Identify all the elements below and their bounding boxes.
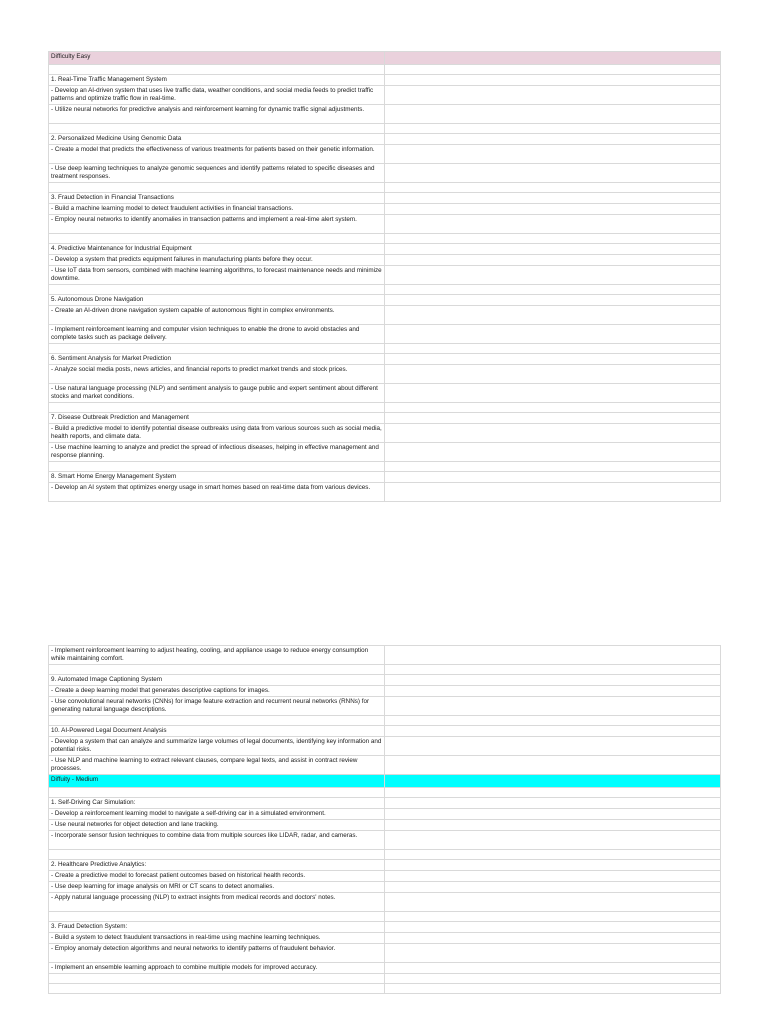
cell-text[interactable]: - Use NLP and machine learning to extract relevant clauses, compare legal texts, and assist in contract review processes. xyxy=(49,756,385,775)
table-row xyxy=(49,365,721,384)
cell-text[interactable] xyxy=(49,974,385,984)
cell-empty[interactable] xyxy=(385,354,721,365)
cell-text[interactable]: - Create a predictive model to forecast patient outcomes based on historical health records. xyxy=(49,871,385,882)
cell-empty[interactable] xyxy=(385,893,721,912)
empty-row xyxy=(49,974,721,984)
cell-text[interactable]: - Implement an ensemble learning approach to combine multiple models for improved accuracy. xyxy=(49,963,385,974)
cell-empty[interactable] xyxy=(385,285,721,295)
table-row xyxy=(49,204,721,215)
cell-text[interactable]: - Use machine learning to analyze and predict the spread of infectious diseases, helping in effective management and response planning. xyxy=(49,443,385,462)
cell-text[interactable] xyxy=(49,850,385,860)
cell-text[interactable]: - Build a machine learning model to detect fraudulent activities in financial transactions. xyxy=(49,204,385,215)
cell-empty[interactable] xyxy=(385,215,721,234)
table-row xyxy=(49,893,721,912)
table-row xyxy=(49,215,721,234)
cell-empty[interactable] xyxy=(385,325,721,344)
cell-text[interactable]: - Employ neural networks to identify anomalies in transaction patterns and implement a real-time alert system. xyxy=(49,215,385,234)
cell-empty[interactable] xyxy=(385,234,721,244)
table-row xyxy=(49,413,721,424)
cell-empty[interactable] xyxy=(385,75,721,86)
cell-text[interactable]: 3. Fraud Detection System: xyxy=(49,922,385,933)
cell-empty[interactable] xyxy=(385,974,721,984)
cell-empty[interactable] xyxy=(385,737,721,756)
empty-row xyxy=(49,344,721,354)
cell-empty[interactable] xyxy=(385,798,721,809)
empty-row xyxy=(49,716,721,726)
cell-empty[interactable] xyxy=(385,255,721,266)
cell-empty[interactable] xyxy=(385,52,721,65)
cell-text[interactable]: 2. Personalized Medicine Using Genomic Data xyxy=(49,134,385,145)
empty-row xyxy=(49,234,721,244)
cell-empty[interactable] xyxy=(385,365,721,384)
empty-row xyxy=(49,665,721,675)
cell-empty[interactable] xyxy=(385,820,721,831)
cell-empty[interactable] xyxy=(385,443,721,462)
cell-text[interactable] xyxy=(49,665,385,675)
cell-empty[interactable] xyxy=(385,483,721,502)
table-row xyxy=(49,646,721,665)
table-row xyxy=(49,295,721,306)
cell-empty[interactable] xyxy=(385,716,721,726)
empty-row xyxy=(49,912,721,922)
table-row xyxy=(49,244,721,255)
cell-text[interactable]: - Incorporate sensor fusion techniques to combine data from multiple sources like LIDAR, radar, and cameras. xyxy=(49,831,385,850)
table-row xyxy=(49,963,721,974)
cell-text[interactable]: 3. Fraud Detection in Financial Transactions xyxy=(49,193,385,204)
cell-text[interactable] xyxy=(49,788,385,798)
table-row xyxy=(49,266,721,285)
cell-empty[interactable] xyxy=(385,675,721,686)
cell-text[interactable]: - Develop a system that predicts equipment failures in manufacturing plants before they occur. xyxy=(49,255,385,266)
cell-text[interactable]: - Create a model that predicts the effectiveness of various treatments for patients based on their genetic information. xyxy=(49,145,385,164)
cell-text[interactable]: 8. Smart Home Energy Management System xyxy=(49,472,385,483)
table-row xyxy=(49,105,721,124)
cell-empty[interactable] xyxy=(385,756,721,775)
empty-row xyxy=(49,403,721,413)
cell-empty[interactable] xyxy=(385,145,721,164)
cell-text[interactable] xyxy=(49,984,385,994)
cell-empty[interactable] xyxy=(385,193,721,204)
cell-empty[interactable] xyxy=(385,164,721,183)
cell-empty[interactable] xyxy=(385,384,721,403)
table-row xyxy=(49,697,721,716)
cell-text[interactable]: - Apply natural language processing (NLP) to extract insights from medical records and doctors' notes. xyxy=(49,893,385,912)
cell-text[interactable]: - Implement reinforcement learning and computer vision techniques to enable the drone to avoid obstacles and complete tasks such as package delivery. xyxy=(49,325,385,344)
cell-text[interactable]: Diffuity - Medium xyxy=(49,775,385,788)
table-row xyxy=(49,726,721,737)
cell-text[interactable]: - Develop a reinforcement learning model to navigate a self-driving car in a simulated environment. xyxy=(49,809,385,820)
cell-empty[interactable] xyxy=(385,403,721,413)
cell-text[interactable] xyxy=(49,65,385,75)
cell-empty[interactable] xyxy=(385,831,721,850)
cell-empty[interactable] xyxy=(385,963,721,974)
table-row xyxy=(49,472,721,483)
cell-empty[interactable] xyxy=(385,295,721,306)
cell-empty[interactable] xyxy=(385,860,721,871)
cell-empty[interactable] xyxy=(385,775,721,788)
table-row xyxy=(49,675,721,686)
cell-empty[interactable] xyxy=(385,462,721,472)
cell-text[interactable]: - Use neural networks for object detection and lane tracking. xyxy=(49,820,385,831)
cell-text[interactable] xyxy=(49,912,385,922)
table-row xyxy=(49,86,721,105)
table-row xyxy=(49,75,721,86)
cell-empty[interactable] xyxy=(385,922,721,933)
cell-text[interactable]: 1. Self-Driving Car Simulation: xyxy=(49,798,385,809)
table-row xyxy=(49,424,721,443)
cell-empty[interactable] xyxy=(385,306,721,325)
cell-text[interactable]: - Develop a system that can analyze and summarize large volumes of legal documents, identifying key information and potential risks. xyxy=(49,737,385,756)
table-row xyxy=(49,944,721,963)
cell-empty[interactable] xyxy=(385,850,721,860)
spreadsheet-table-1 xyxy=(48,51,721,502)
cell-text[interactable]: - Use convolutional neural networks (CNNs) for image feature extraction and recurrent neural networks (RNNs) for generating natural language descriptions. xyxy=(49,697,385,716)
cell-empty[interactable] xyxy=(385,665,721,675)
cell-empty[interactable] xyxy=(385,871,721,882)
cell-empty[interactable] xyxy=(385,809,721,820)
sheet-body-1 xyxy=(49,52,721,502)
table-row xyxy=(49,809,721,820)
table-row xyxy=(49,820,721,831)
cell-empty[interactable] xyxy=(385,726,721,737)
empty-row xyxy=(49,462,721,472)
empty-row xyxy=(49,984,721,994)
table-row xyxy=(49,306,721,325)
cell-text[interactable]: 10. AI-Powered Legal Document Analysis xyxy=(49,726,385,737)
cell-text[interactable]: - Employ anomaly detection algorithms and neural networks to identify patterns of fraudulent behavior. xyxy=(49,944,385,963)
empty-row xyxy=(49,850,721,860)
section-header-row xyxy=(49,775,721,788)
cell-text[interactable] xyxy=(49,285,385,295)
cell-empty[interactable] xyxy=(385,788,721,798)
cell-empty[interactable] xyxy=(385,344,721,354)
cell-text[interactable] xyxy=(49,183,385,193)
cell-empty[interactable] xyxy=(385,882,721,893)
table-row xyxy=(49,871,721,882)
cell-empty[interactable] xyxy=(385,424,721,443)
cell-text[interactable]: - Implement reinforcement learning to adjust heating, cooling, and appliance usage to reduce energy consumption while maintaining comfort. xyxy=(49,646,385,665)
spreadsheet-table-2 xyxy=(48,645,721,994)
cell-empty[interactable] xyxy=(385,944,721,963)
table-row xyxy=(49,737,721,756)
cell-text[interactable]: - Build a system to detect fraudulent transactions in real-time using machine learning techniques. xyxy=(49,933,385,944)
cell-text[interactable]: - Use natural language processing (NLP) and sentiment analysis to gauge public and expert sentiment about different stocks and market conditions. xyxy=(49,384,385,403)
table-row xyxy=(49,831,721,850)
cell-empty[interactable] xyxy=(385,124,721,134)
table-row xyxy=(49,756,721,775)
cell-text[interactable]: 6. Sentiment Analysis for Market Prediction xyxy=(49,354,385,365)
cell-empty[interactable] xyxy=(385,472,721,483)
table-row xyxy=(49,443,721,462)
cell-text[interactable]: - Develop an AI-driven system that uses live traffic data, weather conditions, and social media feeds to predict traffic patterns and optimize traffic flow in real-time. xyxy=(49,86,385,105)
cell-text[interactable]: Difficulty Easy xyxy=(49,52,385,65)
empty-row xyxy=(49,788,721,798)
cell-text[interactable]: 4. Predictive Maintenance for Industrial Equipment xyxy=(49,244,385,255)
table-row xyxy=(49,255,721,266)
cell-text[interactable]: - Use deep learning for image analysis on MRI or CT scans to detect anomalies. xyxy=(49,882,385,893)
empty-row xyxy=(49,285,721,295)
cell-text[interactable]: - Analyze social media posts, news articles, and financial reports to predict market trends and stock prices. xyxy=(49,365,385,384)
cell-empty[interactable] xyxy=(385,984,721,994)
cell-empty[interactable] xyxy=(385,204,721,215)
table-row xyxy=(49,354,721,365)
cell-text[interactable] xyxy=(49,462,385,472)
table-row xyxy=(49,193,721,204)
cell-text[interactable]: 5. Autonomous Drone Navigation xyxy=(49,295,385,306)
cell-empty[interactable] xyxy=(385,413,721,424)
cell-text[interactable] xyxy=(49,124,385,134)
empty-row xyxy=(49,124,721,134)
cell-text[interactable]: - Utilize neural networks for predictive analysis and reinforcement learning for dynamic traffic signal adjustments. xyxy=(49,105,385,124)
table-row xyxy=(49,922,721,933)
cell-empty[interactable] xyxy=(385,933,721,944)
table-row xyxy=(49,860,721,871)
table-row xyxy=(49,483,721,502)
cell-empty[interactable] xyxy=(385,697,721,716)
cell-empty[interactable] xyxy=(385,86,721,105)
cell-text[interactable] xyxy=(49,403,385,413)
sheet-page-2 xyxy=(0,600,768,1024)
table-row xyxy=(49,686,721,697)
cell-empty[interactable] xyxy=(385,266,721,285)
cell-text[interactable] xyxy=(49,234,385,244)
cell-empty[interactable] xyxy=(385,105,721,124)
empty-row xyxy=(49,183,721,193)
cell-text[interactable]: - Build a predictive model to identify potential disease outbreaks using data from various sources such as social media, health reports, and climate data. xyxy=(49,424,385,443)
table-row xyxy=(49,325,721,344)
table-row xyxy=(49,933,721,944)
cell-text[interactable] xyxy=(49,344,385,354)
cell-empty[interactable] xyxy=(385,183,721,193)
cell-text[interactable] xyxy=(49,716,385,726)
table-row xyxy=(49,882,721,893)
cell-text[interactable]: 7. Disease Outbreak Prediction and Management xyxy=(49,413,385,424)
cell-empty[interactable] xyxy=(385,134,721,145)
sheet-body-2 xyxy=(49,646,721,994)
cell-text[interactable]: 2. Healthcare Predictive Analytics: xyxy=(49,860,385,871)
cell-text[interactable]: - Develop an AI system that optimizes energy usage in smart homes based on real-time data from various devices. xyxy=(49,483,385,502)
cell-text[interactable]: - Create a deep learning model that generates descriptive captions for images. xyxy=(49,686,385,697)
cell-text[interactable]: - Create an AI-driven drone navigation system capable of autonomous flight in complex environments. xyxy=(49,306,385,325)
cell-text[interactable]: 9. Automated Image Captioning System xyxy=(49,675,385,686)
table-row xyxy=(49,384,721,403)
table-row xyxy=(49,798,721,809)
cell-text[interactable]: - Use deep learning techniques to analyze genomic sequences and identify patterns related to specific diseases and treatment responses. xyxy=(49,164,385,183)
cell-empty[interactable] xyxy=(385,646,721,665)
section-header-row xyxy=(49,52,721,65)
table-row xyxy=(49,134,721,145)
cell-empty[interactable] xyxy=(385,65,721,75)
empty-row xyxy=(49,65,721,75)
cell-empty[interactable] xyxy=(385,686,721,697)
cell-empty[interactable] xyxy=(385,912,721,922)
table-row xyxy=(49,145,721,164)
table-row xyxy=(49,164,721,183)
cell-empty[interactable] xyxy=(385,244,721,255)
cell-text[interactable]: - Use IoT data from sensors, combined with machine learning algorithms, to forecast maintenance needs and minimize downtime. xyxy=(49,266,385,285)
cell-text[interactable]: 1. Real-Time Traffic Management System xyxy=(49,75,385,86)
